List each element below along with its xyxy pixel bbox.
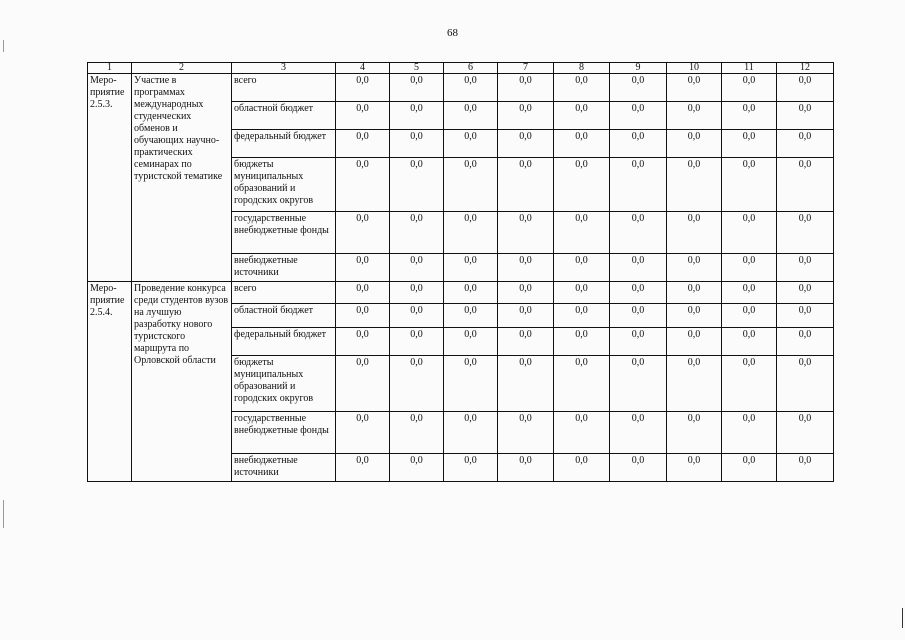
funding-value: 0,0 [498, 412, 554, 454]
funding-value: 0,0 [444, 130, 498, 158]
funding-value: 0,0 [554, 412, 610, 454]
funding-value: 0,0 [610, 412, 667, 454]
funding-value: 0,0 [390, 130, 444, 158]
column-header: 6 [444, 63, 498, 74]
funding-source: всего [232, 282, 336, 304]
column-header: 7 [498, 63, 554, 74]
column-header: 3 [232, 63, 336, 74]
funding-source: всего [232, 74, 336, 102]
funding-value: 0,0 [444, 454, 498, 482]
table-row [88, 74, 834, 102]
funding-value: 0,0 [498, 356, 554, 412]
scan-artifact [3, 40, 4, 52]
page-number: 68 [447, 27, 458, 39]
funding-value: 0,0 [610, 328, 667, 356]
column-header: 11 [722, 63, 777, 74]
event-code [88, 74, 132, 282]
funding-value: 0,0 [722, 102, 777, 130]
funding-value: 0,0 [336, 102, 390, 130]
funding-value: 0,0 [777, 304, 834, 328]
funding-value: 0,0 [498, 328, 554, 356]
funding-value: 0,0 [498, 254, 554, 282]
funding-source: бюджеты муниципальных образований и городских округов [232, 356, 336, 412]
funding-value: 0,0 [390, 102, 444, 130]
funding-source: государственные внебюджетные фонды [232, 212, 336, 254]
funding-value: 0,0 [444, 212, 498, 254]
funding-value: 0,0 [610, 304, 667, 328]
column-header: 10 [667, 63, 722, 74]
funding-value: 0,0 [390, 356, 444, 412]
funding-value: 0,0 [722, 304, 777, 328]
funding-value: 0,0 [498, 158, 554, 212]
funding-value: 0,0 [390, 254, 444, 282]
funding-value: 0,0 [554, 74, 610, 102]
funding-value: 0,0 [667, 212, 722, 254]
funding-value: 0,0 [722, 454, 777, 482]
funding-table [87, 62, 834, 482]
funding-value: 0,0 [444, 412, 498, 454]
column-header: 9 [610, 63, 667, 74]
funding-value: 0,0 [336, 328, 390, 356]
funding-value: 0,0 [667, 328, 722, 356]
funding-value: 0,0 [722, 412, 777, 454]
funding-value: 0,0 [722, 212, 777, 254]
funding-source: внебюджетные источники [232, 254, 336, 282]
funding-value: 0,0 [722, 130, 777, 158]
funding-value: 0,0 [610, 212, 667, 254]
funding-value: 0,0 [722, 254, 777, 282]
funding-value: 0,0 [610, 282, 667, 304]
funding-value: 0,0 [390, 158, 444, 212]
funding-value: 0,0 [722, 328, 777, 356]
funding-value: 0,0 [390, 282, 444, 304]
funding-source: федеральный бюджет [232, 130, 336, 158]
column-header: 4 [336, 63, 390, 74]
funding-value: 0,0 [610, 254, 667, 282]
funding-value: 0,0 [444, 158, 498, 212]
funding-value: 0,0 [722, 356, 777, 412]
funding-value: 0,0 [667, 356, 722, 412]
funding-value: 0,0 [554, 212, 610, 254]
funding-value: 0,0 [554, 130, 610, 158]
funding-value: 0,0 [722, 158, 777, 212]
event-code-line: 2.5.4. [90, 307, 113, 318]
funding-source: областной бюджет [232, 304, 336, 328]
funding-value: 0,0 [777, 254, 834, 282]
funding-value: 0,0 [554, 356, 610, 412]
funding-value: 0,0 [444, 328, 498, 356]
funding-value: 0,0 [498, 102, 554, 130]
funding-source: областной бюджет [232, 102, 336, 130]
funding-value: 0,0 [336, 158, 390, 212]
funding-value: 0,0 [336, 282, 390, 304]
event-code-line: Меро- [90, 283, 117, 294]
funding-value: 0,0 [498, 130, 554, 158]
funding-value: 0,0 [336, 212, 390, 254]
scan-artifact [3, 500, 4, 528]
funding-value: 0,0 [554, 158, 610, 212]
funding-value: 0,0 [390, 212, 444, 254]
funding-value: 0,0 [667, 412, 722, 454]
funding-value: 0,0 [336, 454, 390, 482]
funding-value: 0,0 [336, 356, 390, 412]
funding-value: 0,0 [444, 254, 498, 282]
event-code-line: приятие [90, 295, 125, 306]
funding-value: 0,0 [554, 328, 610, 356]
event-code-line: Меро- [90, 75, 117, 86]
event-description: Участие в программах международных студенческих обменов и обучающих научно-практических семинарах по туристской тематике [132, 74, 232, 282]
funding-value: 0,0 [390, 328, 444, 356]
funding-value: 0,0 [498, 212, 554, 254]
funding-value: 0,0 [554, 454, 610, 482]
funding-value: 0,0 [444, 356, 498, 412]
funding-value: 0,0 [667, 158, 722, 212]
funding-value: 0,0 [777, 328, 834, 356]
funding-value: 0,0 [777, 454, 834, 482]
funding-value: 0,0 [777, 412, 834, 454]
funding-source: бюджеты муниципальных образований и городских округов [232, 158, 336, 212]
funding-value: 0,0 [777, 356, 834, 412]
scan-artifact [902, 608, 903, 628]
funding-value: 0,0 [777, 212, 834, 254]
event-code-line: приятие [90, 87, 125, 98]
column-header: 8 [554, 63, 610, 74]
column-header: 5 [390, 63, 444, 74]
event-code [88, 282, 132, 482]
column-header: 12 [777, 63, 834, 74]
funding-value: 0,0 [554, 254, 610, 282]
funding-value: 0,0 [444, 74, 498, 102]
funding-value: 0,0 [722, 74, 777, 102]
funding-value: 0,0 [667, 282, 722, 304]
funding-value: 0,0 [336, 254, 390, 282]
funding-value: 0,0 [667, 254, 722, 282]
funding-value: 0,0 [610, 74, 667, 102]
funding-value: 0,0 [444, 102, 498, 130]
funding-value: 0,0 [777, 158, 834, 212]
funding-value: 0,0 [498, 304, 554, 328]
column-header: 1 [88, 63, 132, 74]
funding-value: 0,0 [390, 454, 444, 482]
funding-value: 0,0 [777, 282, 834, 304]
funding-value: 0,0 [498, 454, 554, 482]
funding-source: государственные внебюджетные фонды [232, 412, 336, 454]
funding-value: 0,0 [667, 454, 722, 482]
funding-value: 0,0 [610, 102, 667, 130]
table-body [88, 63, 834, 482]
funding-value: 0,0 [444, 304, 498, 328]
funding-value: 0,0 [336, 412, 390, 454]
funding-value: 0,0 [667, 74, 722, 102]
funding-value: 0,0 [777, 74, 834, 102]
funding-value: 0,0 [667, 102, 722, 130]
funding-value: 0,0 [777, 102, 834, 130]
funding-value: 0,0 [554, 282, 610, 304]
funding-source: внебюджетные источники [232, 454, 336, 482]
funding-value: 0,0 [390, 412, 444, 454]
funding-value: 0,0 [777, 130, 834, 158]
funding-value: 0,0 [390, 304, 444, 328]
funding-source: федеральный бюджет [232, 328, 336, 356]
funding-value: 0,0 [498, 74, 554, 102]
funding-value: 0,0 [610, 454, 667, 482]
funding-value: 0,0 [444, 282, 498, 304]
funding-value: 0,0 [667, 304, 722, 328]
column-number-row [88, 63, 834, 74]
funding-value: 0,0 [336, 74, 390, 102]
funding-value: 0,0 [722, 282, 777, 304]
funding-value: 0,0 [498, 282, 554, 304]
funding-value: 0,0 [554, 304, 610, 328]
funding-value: 0,0 [610, 130, 667, 158]
funding-value: 0,0 [390, 74, 444, 102]
table-row [88, 282, 834, 304]
funding-value: 0,0 [336, 130, 390, 158]
funding-value: 0,0 [667, 130, 722, 158]
event-description: Проведение конкурса среди студентов вузов на лучшую разработку нового туристского маршрута по Орловской области [132, 282, 232, 482]
column-header: 2 [132, 63, 232, 74]
funding-value: 0,0 [336, 304, 390, 328]
funding-value: 0,0 [554, 102, 610, 130]
funding-value: 0,0 [610, 356, 667, 412]
event-code-line: 2.5.3. [90, 99, 113, 110]
funding-value: 0,0 [610, 158, 667, 212]
